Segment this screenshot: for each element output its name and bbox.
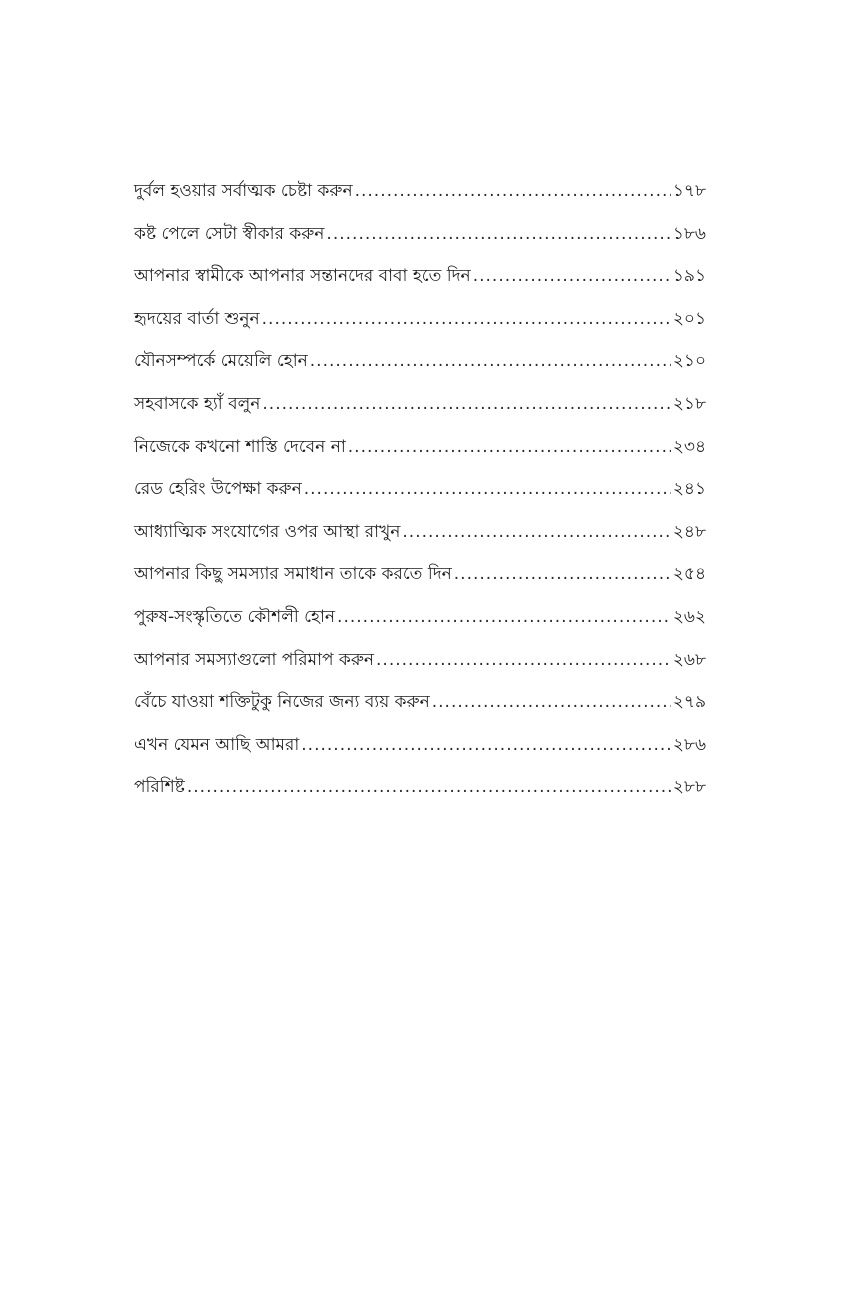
dot-leader [348,426,671,469]
dot-leader [355,170,671,213]
dot-leader [301,724,671,767]
toc-entry-title: আপনার সমস্যাগুলো পরিমাপ করুন [134,649,375,670]
table-of-contents [134,170,706,809]
toc-entry-title: এখন যেমন আছি আমরা [134,734,300,755]
toc-entry-page: ২১৮ [672,393,706,414]
toc-entry-page: ২৪৮ [672,521,706,542]
toc-entry [134,511,706,554]
dot-leader [454,553,671,596]
toc-entry [134,724,706,767]
toc-entry-title: আধ্যাত্মিক সংযোগের ওপর আস্থা রাখুন [134,521,401,542]
dot-leader [262,298,671,341]
toc-entry-page: ২৮৬ [672,734,706,755]
toc-entry [134,298,706,341]
toc-entry-page: ২১০ [672,351,706,372]
toc-entry-title: কষ্ট পেলে সেটা স্বীকার করুন [134,223,325,244]
toc-entry [134,213,706,256]
toc-entry-title: দুর্বল হওয়ার সর্বাত্মক চেষ্টা করুন [134,181,353,201]
toc-entry-title: নিজেকে কখনো শাস্তি দেবেন না [134,436,346,457]
toc-entry [134,681,706,724]
toc-entry-page: ১৮৬ [672,223,706,244]
toc-entry [134,340,706,383]
toc-entry [134,639,706,682]
dot-leader [310,340,671,383]
toc-entry-page: ২৬৮ [672,649,706,670]
toc-entry-title: হৃদয়ের বার্তা শুনুন [134,308,260,329]
toc-entry [134,383,706,426]
dot-leader [432,681,671,724]
toc-entry-page: ১৯১ [672,266,706,287]
toc-entry-page: ২৭৯ [672,692,706,713]
dot-leader [376,639,671,682]
toc-entry-title: আপনার কিছু সমস্যার সমাধান তাকে করতে দিন [134,564,452,585]
toc-entry-page: ২৬২ [672,606,706,627]
dot-leader [187,766,671,809]
toc-entry [134,553,706,596]
dot-leader [262,383,670,426]
dot-leader [304,468,671,511]
dot-leader [473,255,671,298]
toc-entry [134,255,706,298]
toc-entry-page: ২৮৮ [672,777,706,798]
toc-entry-title: যৌনসম্পর্কে মেয়েলি হোন [134,351,308,372]
toc-entry-title: রেড হেরিং উপেক্ষা করুন [134,479,302,500]
toc-entry-title: আপনার স্বামীকে আপনার সন্তানদের বাবা হতে দিন [134,266,471,287]
toc-entry-page: ২৪১ [672,479,706,500]
dot-leader [402,511,670,554]
toc-entry [134,170,706,213]
dot-leader [337,596,671,639]
toc-entry-title: পুরুষ-সংস্কৃতিতে কৌশলী হোন [134,606,336,627]
toc-entry-title: পরিশিষ্ট [134,777,185,798]
toc-entry [134,766,706,809]
dot-leader [326,213,670,256]
toc-entry [134,426,706,469]
toc-entry-title: সহবাসকে হ্যাঁ বলুন [134,393,261,414]
toc-entry-title: বেঁচে যাওয়া শক্তিটুকু নিজের জন্য ব্যয় করুন [134,692,430,713]
toc-entry-page: ২০১ [672,308,706,329]
toc-entry [134,596,706,639]
toc-entry-page: ২৫৪ [672,564,706,585]
toc-entry [134,468,706,511]
toc-entry-page: ২৩৪ [672,436,706,457]
toc-entry-page: ১৭৮ [672,181,706,201]
